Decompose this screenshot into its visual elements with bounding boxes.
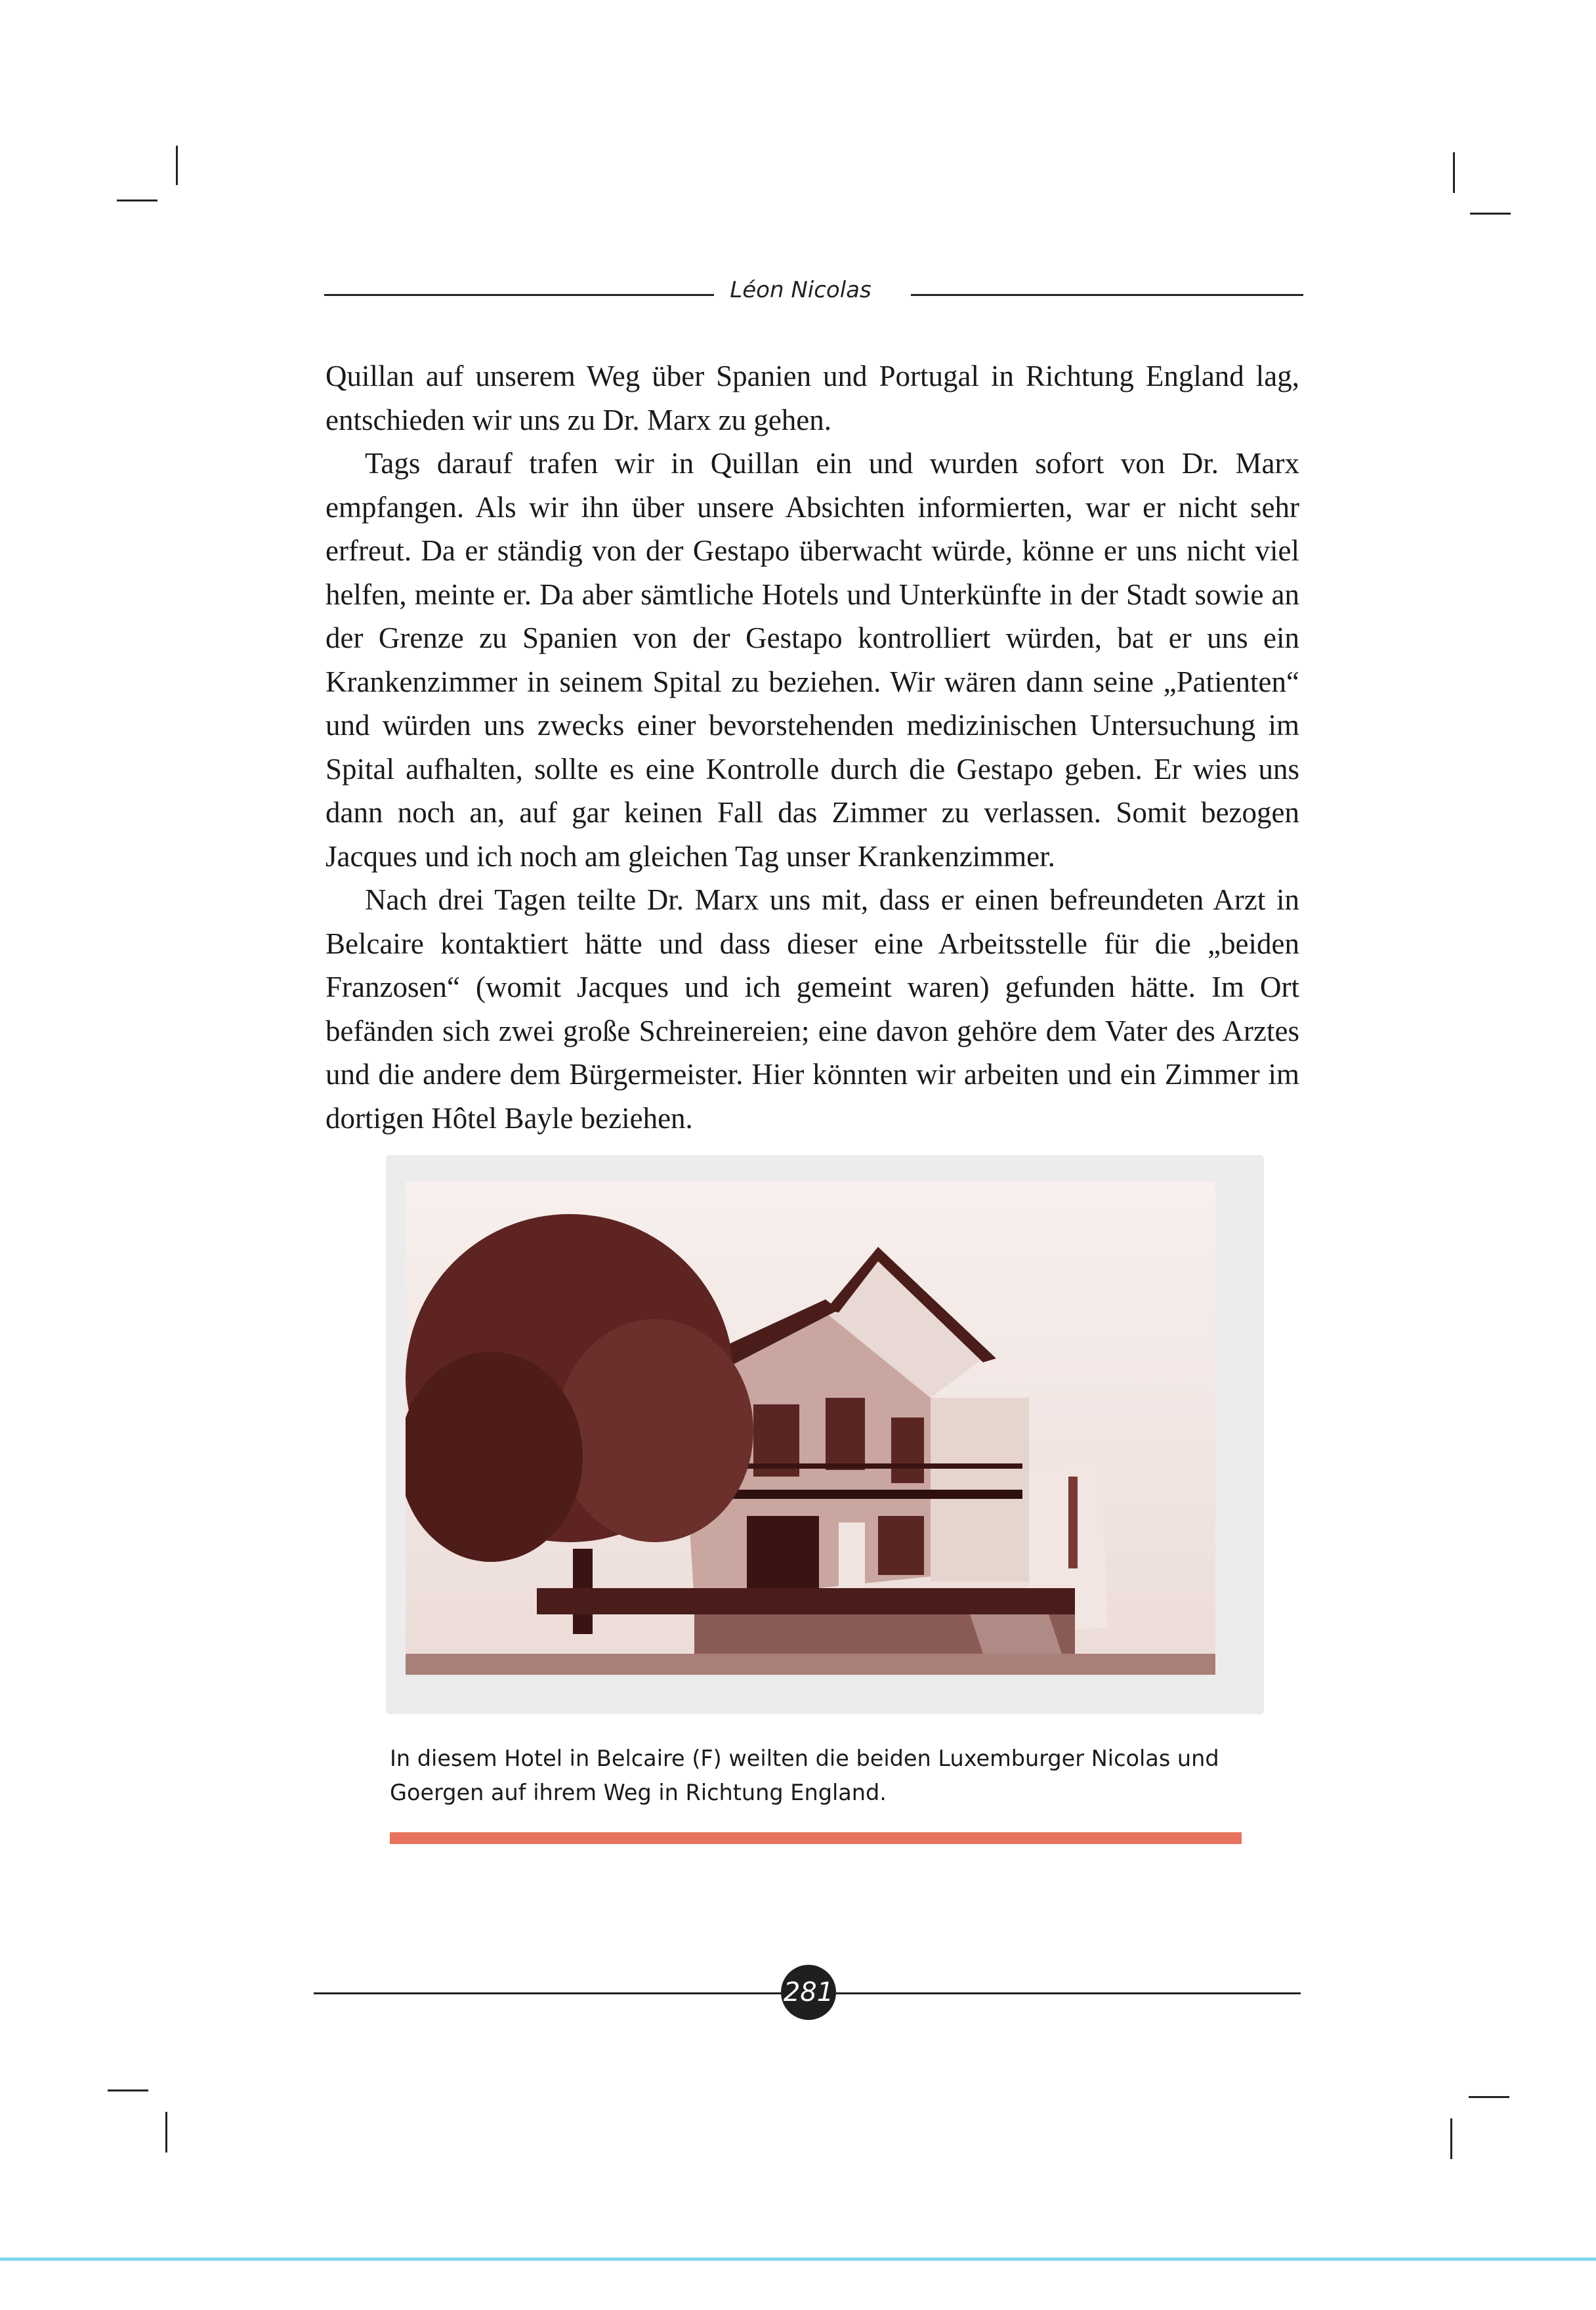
crop-mark-bottom-right-v: [1450, 2118, 1452, 2159]
crop-mark-bottom-left-h: [108, 2090, 148, 2091]
crop-mark-top-left-h: [117, 200, 158, 201]
crop-mark-top-right-v: [1453, 152, 1455, 193]
window: [747, 1516, 819, 1588]
window: [878, 1516, 924, 1575]
terrace-wall: [537, 1588, 1075, 1614]
caption-accent-bar: [390, 1832, 1242, 1844]
crop-mark-top-right-h: [1470, 213, 1511, 215]
body-text: [326, 354, 1299, 1140]
footer-rule-left: [314, 1992, 781, 1994]
window: [826, 1398, 865, 1470]
tree-canopy: [406, 1352, 583, 1562]
crop-mark-top-left-v: [176, 146, 178, 185]
running-header-author: Léon Nicolas: [730, 277, 872, 303]
header-rule-right: [911, 294, 1303, 296]
footer-rule-right: [836, 1992, 1301, 1994]
balcony-rail: [707, 1463, 1022, 1469]
tree-canopy: [556, 1319, 753, 1542]
paragraph: Nach drei Tagen teilte Dr. Marx uns mit, dass er einen befreundeten Arzt in Belcaire kontaktiert hätte und dass dieser eine Arbeitsstelle für die „beiden Franzosen“ (womit Jacques und ich gemeint waren) gefunden hätte. Im Ort befänden sich zwei große Schreinereien; eine davon gehöre dem Vater des Arztes und die andere dem Bürgermeister. Hier könnten wir arbeiten und ein Zimmer im dortigen Hôtel Bayle beziehen.: [326, 883, 1299, 1135]
page-number: 281: [781, 1965, 836, 2020]
scan-edge-line: [0, 2258, 1596, 2261]
steps: [970, 1614, 1062, 1654]
crop-mark-bottom-right-h: [1469, 2096, 1509, 2098]
crop-mark-bottom-left-v: [165, 2112, 167, 2152]
hotel-photo: [406, 1181, 1215, 1675]
door: [839, 1522, 865, 1588]
photo-caption: In diesem Hotel in Belcaire (F) weilten die beiden Luxemburger Nicolas und Goergen auf ihrem Weg in Richtung England.: [390, 1746, 1219, 1805]
balcony-slab: [707, 1490, 1022, 1499]
header-rule-left: [324, 294, 714, 296]
paragraph: Quillan auf unserem Weg über Spanien und Portugal in Richtung England lag, entschieden wir uns zu Dr. Marx zu gehen.: [326, 360, 1299, 436]
window: [891, 1418, 924, 1483]
paragraph: Tags darauf trafen wir in Quillan ein und wurden sofort von Dr. Marx empfangen. Als wir ihn über unsere Absichten informierten, war er nicht sehr erfreut. Da er ständig von der Gestapo überwacht würde, könne er uns nicht viel helfen, meinte er. Da aber sämtliche Hotels und Unterkünfte in der Stadt sowie an der Grenze zu Spanien von der Gestapo kontrolliert würden, bat er uns ein Krankenzimmer in seinem Spital zu beziehen. Wir wären dann seine „Patienten“ und würden uns zwecks einer bevorstehenden medizinischen Untersuchung im Spital aufhalten, sollte es eine Kontrolle durch die Gestapo geben. Er wies uns dann noch an, auf gar keinen Fall das Zimmer zu verlassen. Somit bezogen Jacques und ich noch am gleichen Tag unser Krankenzimmer.: [326, 447, 1299, 873]
hotel-sign: [1068, 1477, 1078, 1568]
road: [406, 1654, 1215, 1675]
